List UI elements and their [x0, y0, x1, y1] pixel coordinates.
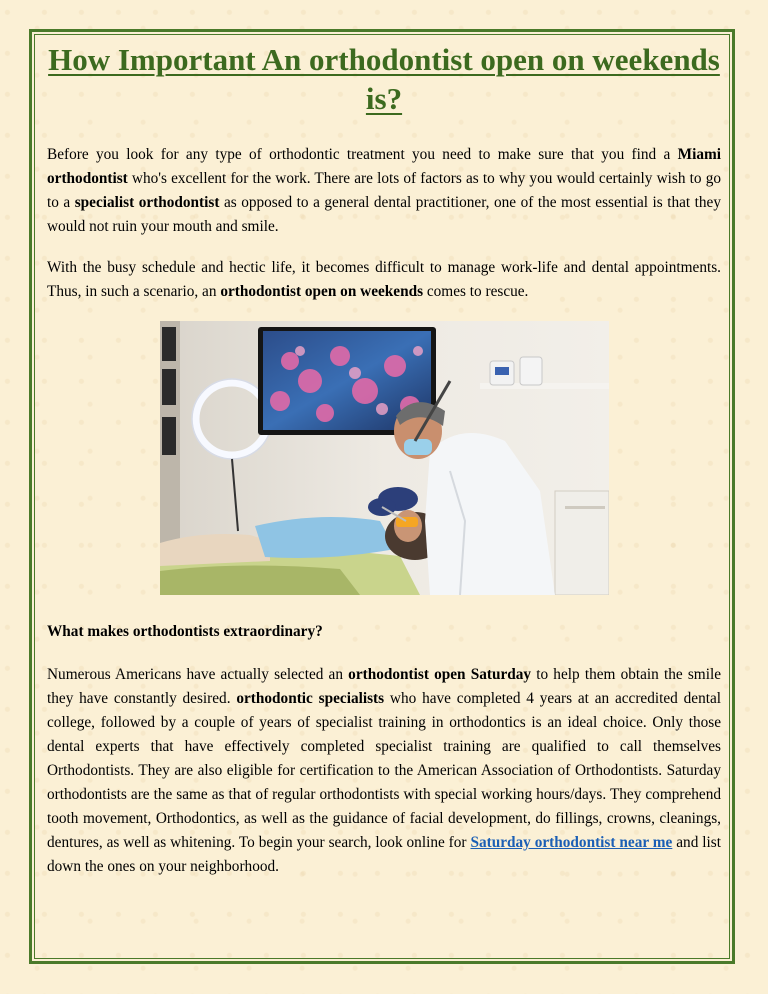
document-body [47, 40, 721, 879]
photo-container [47, 321, 721, 595]
saturday-orthodontist-link[interactable]: Saturday orthodontist near me [470, 834, 673, 851]
para3-text-4: and list down the ones on your neighborhood. [47, 834, 721, 875]
orthodontist-photo-illustration [160, 321, 609, 595]
extraordinary-paragraph [47, 663, 721, 879]
para3-text-3: who have completed 4 years at an accredited dental college, followed by a couple of years of specialist training in orthodontics is an ideal choice. Only those dental experts that have effectively completed specialist training are qualified to call themselves Orthodontists. They are also eligible for certification to the American Association of Orthodontists. Saturday orthodontists are the same as that of regular orthodontists with special working hours/days. They comprehend tooth movement, Orthodontics, as well as the guidance of facial development, do fillings, crowns, cleanings, dentures, as well as whitening. To begin your search, look online for [47, 690, 722, 851]
section-heading: What makes orthodontists extraordinary? [47, 623, 323, 640]
keyword-open-saturday: orthodontist open Saturday [348, 666, 532, 683]
weekend-paragraph [47, 256, 721, 304]
keyword-orthodontic-specialists: orthodontic specialists [236, 690, 385, 707]
intro-text-2: who's excellent for the work. There are lots of factors as to why you would certainly wish to go to a [47, 170, 721, 211]
intro-text-1: Before you look for any type of orthodontic treatment you need to make sure that you find a [47, 146, 678, 163]
intro-paragraph [47, 143, 721, 239]
orthodontist-photo [160, 321, 609, 595]
keyword-specialist-orthodontist: specialist orthodontist [74, 194, 220, 211]
keyword-open-on-weekends: orthodontist open on weekends [220, 283, 424, 300]
intro-text-3: as opposed to a general dental practitioner, one of the most essential is that they would not ruin your mouth and smile. [47, 194, 721, 235]
weekend-text-2: comes to rescue. [423, 283, 529, 300]
page-title: How Important An orthodontist open on weekends is? [48, 42, 720, 116]
para3-text-2: to help them obtain the smile they have constantly desired. [47, 666, 721, 707]
para3-text-1: Numerous Americans have actually selected an [47, 666, 349, 683]
weekend-text-1: With the busy schedule and hectic life, it becomes difficult to manage work-life and dental appointments. Thus, in such a scenario, an [47, 259, 721, 300]
keyword-miami-orthodontist: Miami orthodontist [47, 146, 721, 187]
